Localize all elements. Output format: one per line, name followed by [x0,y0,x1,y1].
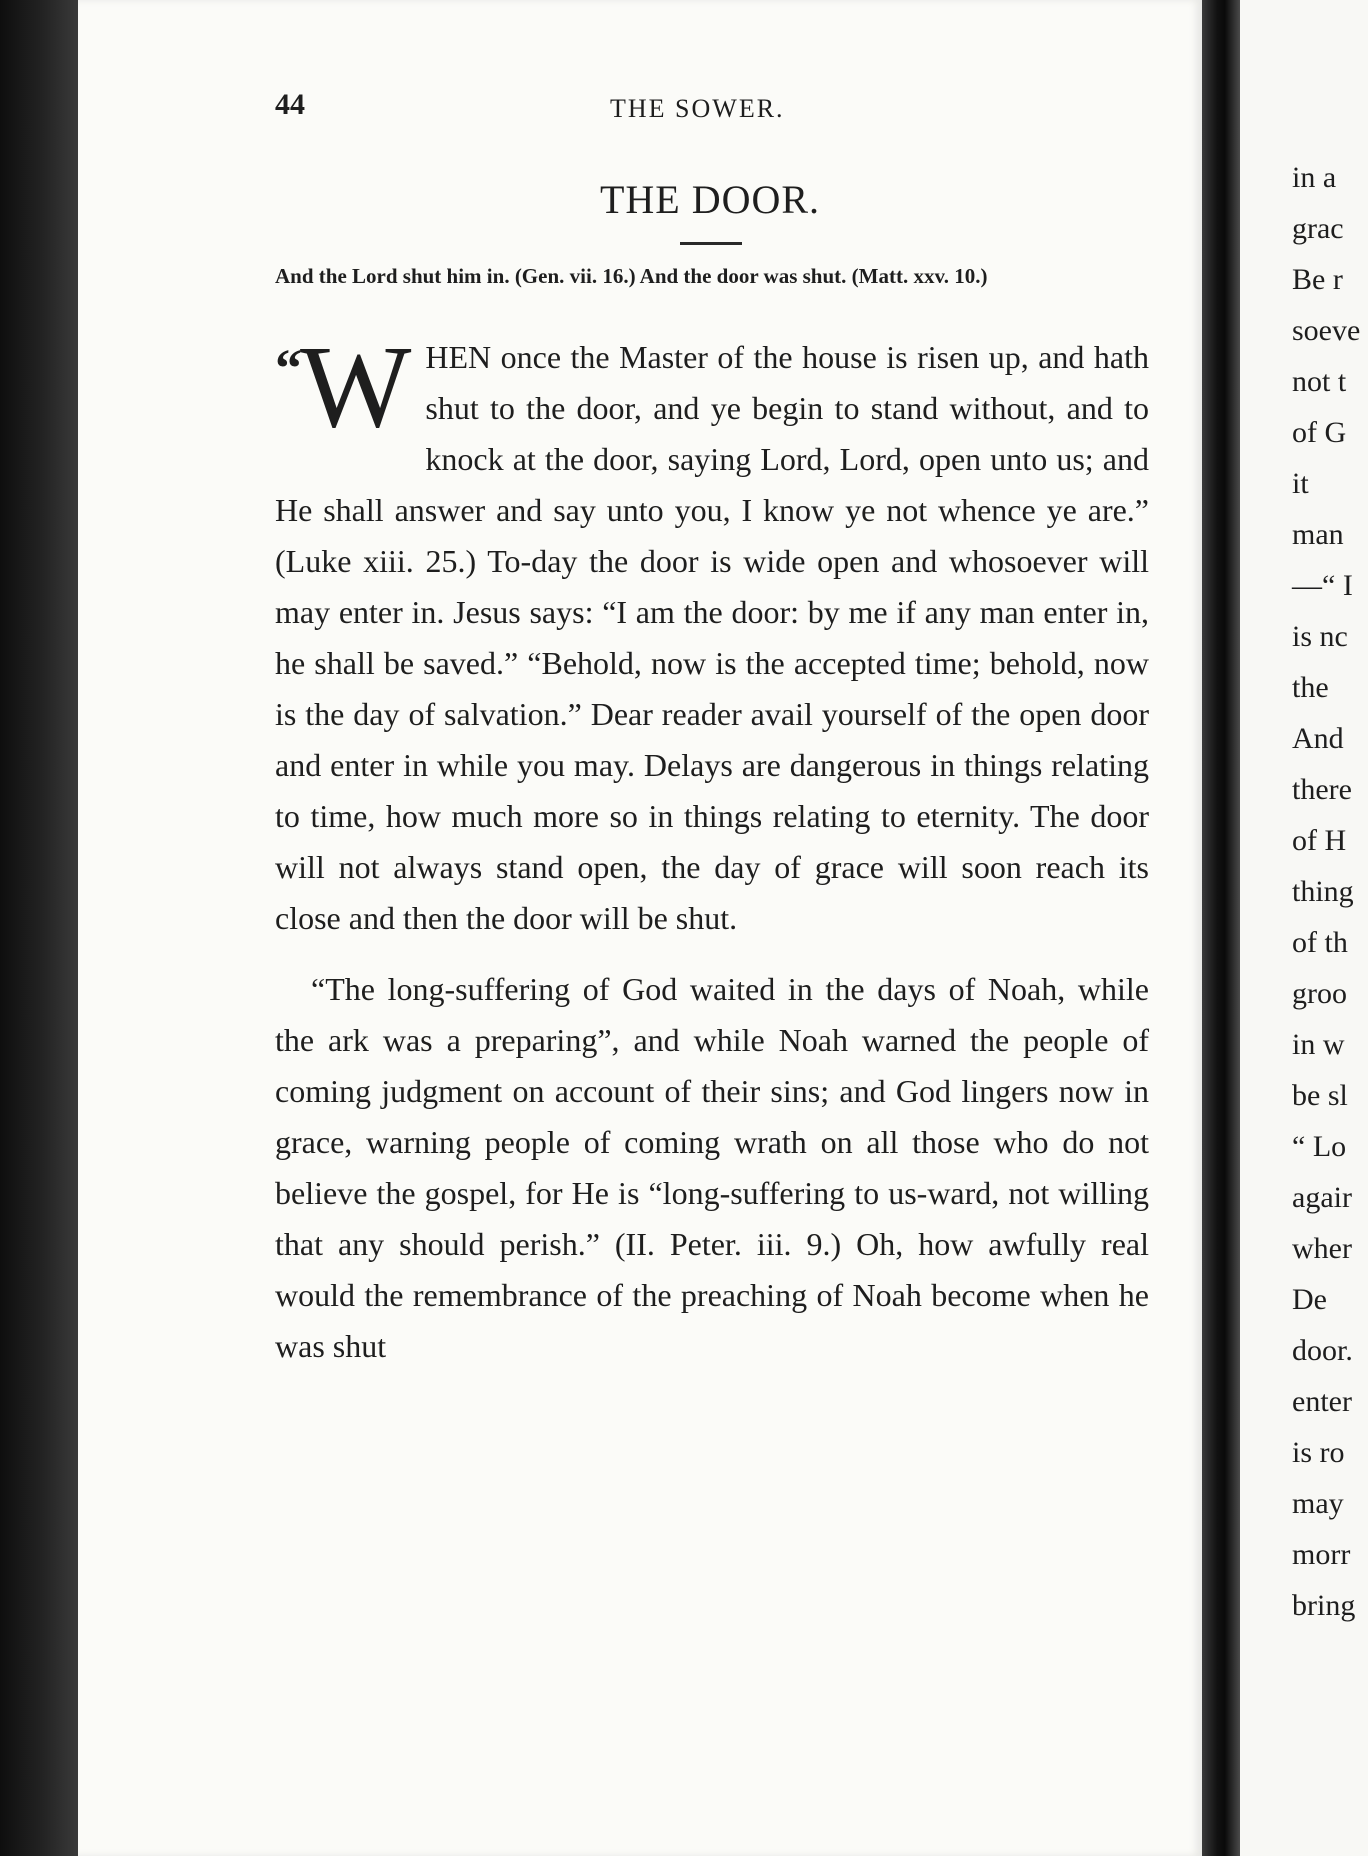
article-body [275,321,1149,1372]
drop-cap-quote: “ [275,338,300,398]
facing-line: in w [1292,1028,1345,1061]
article-title: THE DOOR. [599,177,821,222]
facing-line: soeve [1292,314,1361,347]
drop-cap-letter: W [300,321,412,452]
running-head [275,88,1145,128]
facing-line: “ Lo [1292,1130,1347,1163]
paragraph-1 [275,321,1149,944]
facing-line: not t [1292,365,1347,398]
facing-line: wher [1292,1232,1352,1265]
facing-line: of th [1292,926,1348,959]
facing-line: bring [1292,1589,1356,1622]
epigraph: And the Lord shut him in. (Gen. vii. 16.) And the door was shut. (Matt. xxv. 10.) [275,264,988,288]
paragraph-1-text: HEN once the Master of the house is risen up, and hath shut to the door, and ye begin to stand without, and to knock at the door, saying Lord, Lord, open unto us; and He shall answer and say unto you, I know ye not whence ye are.” (Luke xiii. 25.) To-day the door is wide open and whosoever will may enter in. Jesus says: “I am the door: by me if any man enter in, he shall be saved.” “Behold, now is the accepted time; behold, now is the day of salvation.” Dear reader avail yourself of the open door and enter in while you may. Delays are dangerous in things relating to time, how much more so in things relating to eternity. The door will not always stand open, the day of grace will soon reach its close and then the door will be shut. [275,339,1149,936]
facing-line: it [1292,467,1309,500]
paragraph-2: “The long-suffering of God waited in the days of Noah, while the ark was a preparing”, and while Noah warned the people of coming judgment on account of their sins; and God lingers now in grace, warning people of coming wrath on all those who do not believe the gospel, for He is “long-suffering to us-ward, not willing that any should perish.” (II. Peter. iii. 9.) Oh, how awfully real would the remembrance of the preaching of Noah become when he was shut [275,971,1149,1364]
facing-line: enter [1292,1385,1352,1418]
facing-line: be sl [1292,1079,1348,1112]
page-number: 44 [275,88,305,121]
left-page [78,0,1202,1856]
facing-line: may [1292,1487,1344,1520]
facing-line: is nc [1292,620,1348,653]
facing-line: door. [1292,1334,1353,1367]
facing-line: groo [1292,977,1347,1010]
facing-line: grac [1292,212,1344,245]
facing-line: there [1292,773,1352,806]
facing-line: of H [1292,824,1347,857]
running-title: THE SOWER. [610,94,785,123]
facing-line: De [1292,1283,1327,1316]
title-rule [680,242,742,245]
scan-left-margin [0,0,78,1856]
facing-page [1240,0,1368,1856]
facing-line: of G [1292,416,1347,449]
facing-line: in a [1292,161,1337,194]
facing-line: is ro [1292,1436,1345,1469]
facing-line: man [1292,518,1344,551]
facing-page-text [1292,152,1368,1631]
facing-line: Be r [1292,263,1343,296]
facing-line: morr [1292,1538,1351,1571]
drop-cap [275,321,412,452]
facing-line: thing [1292,875,1354,908]
book-gutter [1202,0,1240,1856]
facing-line: And [1292,722,1344,755]
facing-line: the [1292,671,1329,704]
facing-line: agair [1292,1181,1352,1214]
facing-line: —“ I [1292,569,1353,602]
